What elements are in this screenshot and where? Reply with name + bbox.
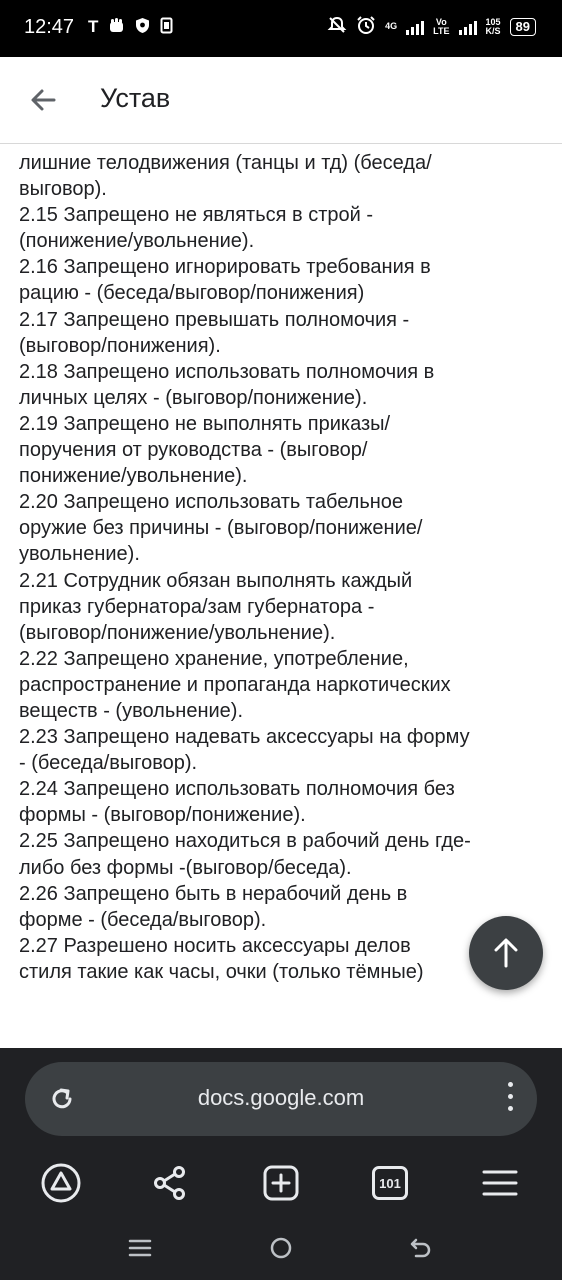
back-nav-button[interactable]	[396, 1223, 446, 1273]
document-body[interactable]	[19, 150, 549, 1030]
menu-button[interactable]	[475, 1158, 525, 1208]
doc-line: оружие без причины - (выговор/понижение/	[19, 517, 423, 540]
doc-line: - (беседа/выговор).	[19, 752, 198, 775]
battery-icon: 89	[510, 18, 536, 36]
browser-logo-icon	[40, 1162, 82, 1204]
more-dot	[508, 1106, 513, 1111]
doc-line: 2.21 Сотрудник обязан выполнять каждый	[19, 569, 413, 592]
fist-icon	[108, 17, 125, 39]
doc-line: веществ - (увольнение).	[19, 699, 243, 722]
doc-line: стиля такие как часы, очки (только тёмные)	[19, 960, 424, 983]
doc-line: 2.25 Запрещено находиться в рабочий день где-	[19, 830, 471, 853]
arrow-up-icon	[489, 936, 523, 970]
home-nav-button[interactable]	[256, 1223, 306, 1273]
page-title: Устав	[100, 83, 171, 113]
doc-line: лишние телодвижения (танцы и тд) (беседа/	[19, 152, 432, 174]
system-icons	[327, 15, 536, 38]
new-tab-button[interactable]	[256, 1158, 306, 1208]
browser-home-button[interactable]	[36, 1158, 86, 1208]
url-bar[interactable]	[25, 1062, 537, 1136]
doc-line: понижение/увольнение).	[19, 465, 248, 488]
recent-apps-button[interactable]	[115, 1223, 165, 1273]
doc-line: 2.23 Запрещено надевать аксессуары на форму	[19, 726, 470, 749]
recent-apps-icon	[127, 1235, 153, 1261]
doc-line: (понижение/увольнение).	[19, 230, 255, 253]
system-navigation-bar	[0, 1223, 562, 1273]
url-text[interactable]: docs.google.com	[197, 1085, 365, 1110]
tabs-button[interactable]	[365, 1158, 415, 1208]
doc-line: рацию - (беседа/выговор/понижения)	[19, 282, 365, 305]
doc-line: либо без формы -(выговор/беседа).	[19, 856, 352, 879]
network-4g: 4G	[385, 21, 398, 31]
doc-line: 2.20 Запрещено использовать табельное	[19, 491, 404, 514]
notification-icons	[88, 17, 173, 39]
plus-box-icon	[262, 1164, 300, 1202]
doc-line: 2.22 Запрещено хранение, употребление,	[19, 647, 409, 670]
doc-line: 2.24 Запрещено использовать полномочия без	[19, 778, 455, 801]
doc-line: (выговор/понижение/увольнение).	[19, 621, 336, 644]
more-dot	[508, 1094, 513, 1099]
doc-line: (выговор/понижения).	[19, 334, 221, 357]
share-icon	[151, 1164, 189, 1202]
doc-line: 2.18 Запрещено использовать полномочия в	[19, 360, 435, 383]
app-bar	[0, 57, 562, 144]
browser-bottom-bar	[0, 1048, 562, 1280]
network-speed: 105 K/S	[485, 16, 501, 36]
tab-count: 101	[372, 1166, 408, 1200]
doc-line: распространение и пропаганда наркотических	[19, 673, 451, 696]
doc-line: личных целях - (выговор/понижение).	[19, 386, 368, 409]
sim-icon	[160, 17, 173, 39]
browser-toolbar	[0, 1158, 562, 1208]
signal-icon-2	[459, 19, 477, 35]
doc-line: 2.27 Разрешено носить аксессуары делов	[19, 934, 411, 957]
back-arrow-icon	[26, 83, 60, 117]
more-dot	[508, 1082, 513, 1087]
back-button[interactable]	[26, 83, 60, 117]
doc-line: форме - (беседа/выговор).	[19, 908, 267, 931]
hamburger-menu-icon	[481, 1164, 519, 1202]
doc-line: увольнение).	[19, 543, 140, 566]
t-icon: T	[88, 17, 99, 36]
doc-line: выговор).	[19, 178, 107, 201]
doc-line: приказ губернатора/зам губернатора -	[19, 595, 375, 618]
scroll-to-top-button[interactable]	[469, 916, 543, 990]
doc-line: 2.15 Запрещено не являться в строй -	[19, 204, 374, 227]
alarm-icon	[356, 15, 376, 38]
more-menu-button[interactable]	[505, 1082, 515, 1116]
back-nav-icon	[408, 1235, 434, 1261]
doc-line: 2.17 Запрещено превышать полномочия -	[19, 308, 410, 331]
volte-indicator: Vo LTE	[433, 16, 450, 36]
signal-icon	[406, 19, 424, 35]
doc-line: формы - (выговор/понижение).	[19, 804, 306, 827]
mute-icon	[327, 15, 347, 38]
share-button[interactable]	[145, 1158, 195, 1208]
doc-line: поручения от руководства - (выговор/	[19, 439, 368, 462]
doc-line: 2.26 Запрещено быть в нерабочий день в	[19, 882, 408, 905]
shield-icon	[135, 17, 150, 39]
home-circle-icon	[268, 1235, 294, 1261]
status-bar	[0, 0, 562, 57]
status-time: 12:47	[24, 16, 75, 38]
doc-line: 2.19 Запрещено не выполнять приказы/	[19, 412, 391, 435]
doc-line: 2.16 Запрещено игнорировать требования в	[19, 256, 431, 279]
